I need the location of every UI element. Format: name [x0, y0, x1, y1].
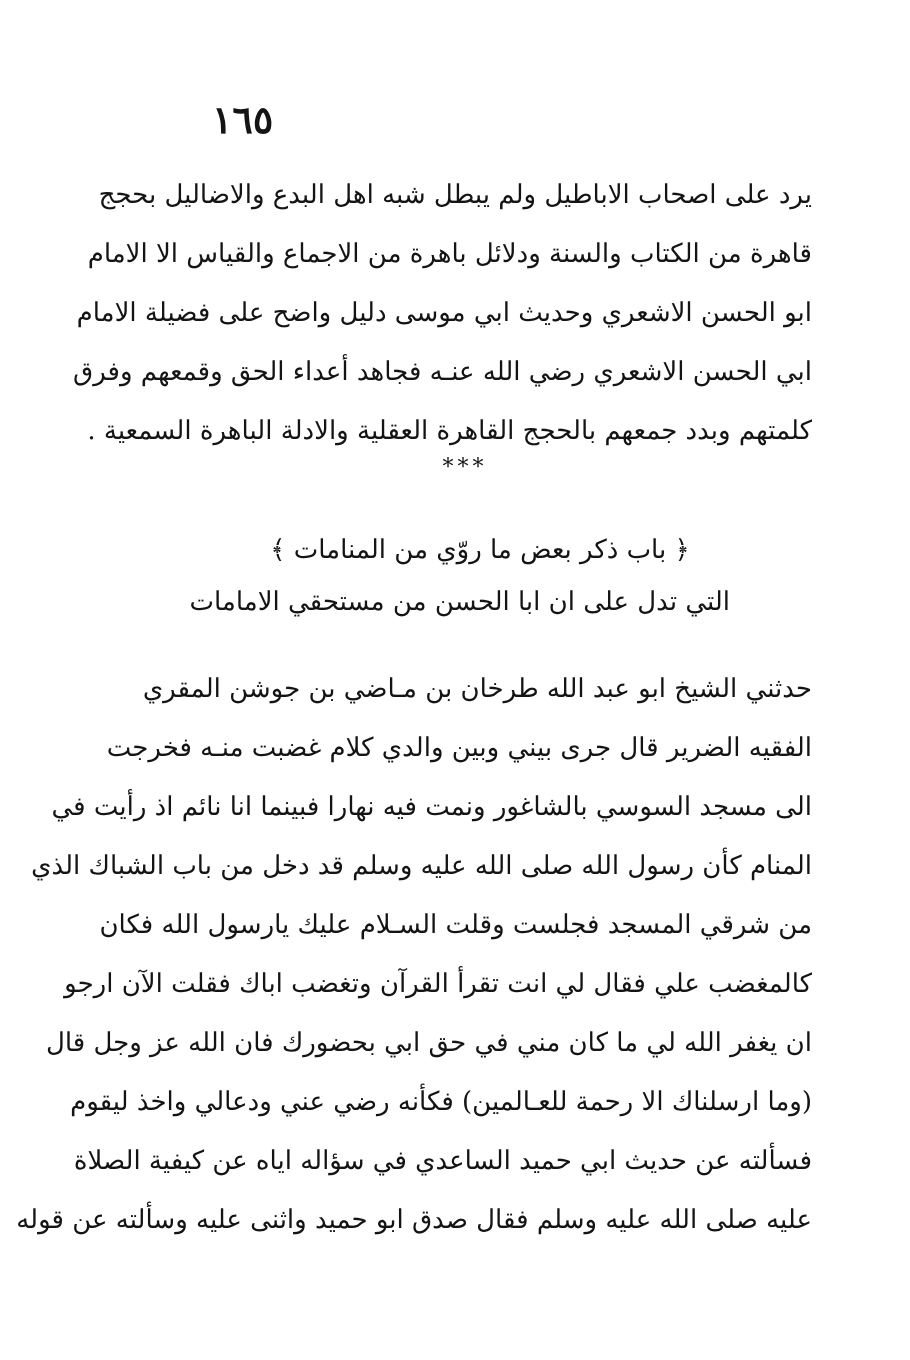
text-line: قاهرة من الكتاب والسنة ودلائل باهرة من الاجماع والقياس الا الامام — [87, 239, 812, 269]
text-line: المنام كأن رسول الله صلى الله عليه وسلم قد دخل من باب الشباك الذي — [31, 851, 812, 881]
text-line: عليه صلى الله عليه وسلم فقال صدق ابو حميد واثنى عليه وسألته عن قوله — [16, 1205, 812, 1235]
text-line: فسألته عن حديث ابي حميد الساعدي في سؤاله اياه عن كيفية الصلاة — [73, 1146, 812, 1176]
text-line: من شرقي المسجد فجلست وقلت السـلام عليك يارسول الله فكان — [99, 910, 812, 940]
text-line: (وما ارسلناك الا رحمة للعـالمين) فكأنه رضي عني ودعالي واخذ ليقوم — [70, 1087, 812, 1117]
paragraph-1 — [73, 166, 812, 461]
text-line: الفقيه الضرير قال جرى بيني وبين والدي كلام غضبت منـه فخرجت — [106, 733, 812, 763]
chapter-heading-line-1: ﴿ باب ذكر بعض ما روّي من المنامات ﴾ — [270, 535, 690, 565]
text-line: ابو الحسن الاشعري وحديث ابي موسى دليل واضح على فضيلة الامام — [76, 298, 812, 328]
text-line: ابي الحسن الاشعري رضي الله عنـه فجاهد أعداء الحق وقمعهم وفرق — [73, 357, 812, 387]
text-line: الى مسجد السوسي بالشاغور ونمت فيه نهارا فبينما انا نائم اذ رأيت في — [51, 792, 812, 822]
text-line: حدثني الشيخ ابو عبد الله طرخان بن مـاضي بن جوشن المقري — [142, 674, 812, 704]
page-number: ١٦٥ — [212, 97, 274, 142]
section-separator: *** — [442, 455, 488, 480]
text-line: كلمتهم وبدد جمعهم بالحجج القاهرة العقلية والادلة الباهرة السمعية . — [87, 416, 812, 446]
text-line: يرد على اصحاب الاباطيل ولم يبطل شبه اهل البدع والاضاليل بحجج — [98, 180, 812, 210]
chapter-heading-line-2: التي تدل على ان ابا الحسن من مستحقي الامامات — [189, 587, 730, 617]
text-line: كالمغضب علي فقال لي انت تقرأ القرآن وتغضب اباك فقلت الآن ارجو — [64, 969, 812, 999]
paragraph-2 — [16, 660, 812, 1250]
text-line: ان يغفر الله لي ما كان مني في حق ابي بحضورك فان الله عز وجل قال — [45, 1028, 812, 1058]
